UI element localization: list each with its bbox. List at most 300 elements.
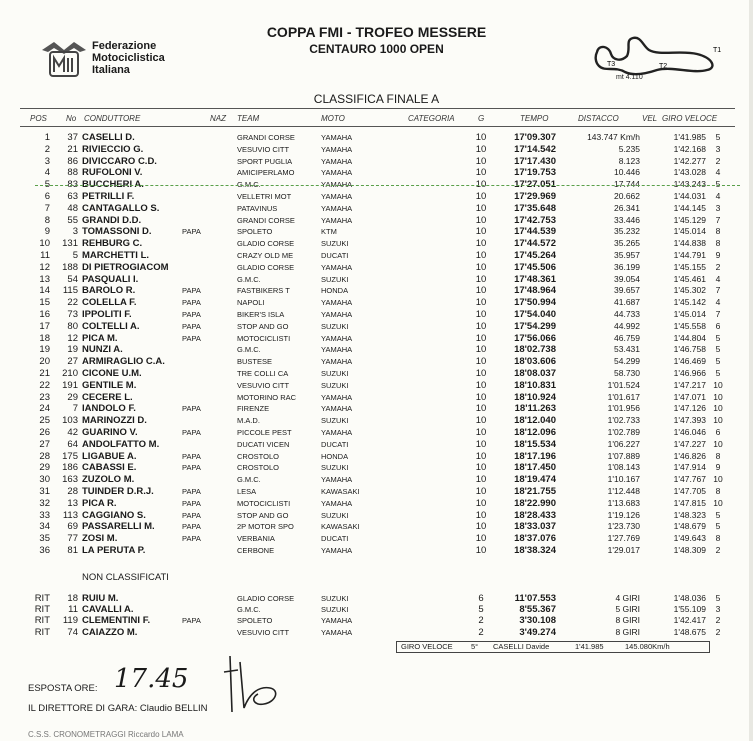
result-no: 19	[67, 344, 78, 356]
result-dist: 35.232	[614, 226, 640, 237]
result-g: 10	[475, 497, 487, 509]
result-g: 10	[475, 415, 487, 427]
result-giro: 1'47.217	[673, 379, 706, 390]
result-naz: PAPA	[182, 310, 201, 319]
result-tempo: 18'15.534	[514, 438, 556, 450]
result-no: 113	[62, 509, 78, 521]
result-name: COLTELLI A.	[82, 320, 140, 332]
result-gv: 4	[715, 191, 721, 201]
result-tempo: 18'38.324	[514, 545, 556, 556]
result-pos: 15	[39, 297, 50, 309]
result-tempo: 17'14.542	[514, 143, 556, 155]
result-tempo: 18'21.755	[514, 486, 556, 497]
col-tempo: TEMPO	[520, 114, 549, 123]
result-no: 210	[62, 368, 78, 379]
result-gv: 5	[715, 344, 721, 355]
result-team: M.A.D.	[237, 416, 260, 426]
result-giro: 1'46.046	[673, 427, 706, 437]
retired-row	[0, 604, 753, 615]
result-row	[0, 474, 753, 485]
result-naz: PAPA	[182, 498, 201, 508]
result-name: PASSARELLI M.	[82, 521, 155, 533]
non-classified-heading: NON CLASSIFICATI	[82, 572, 169, 583]
result-giro: 1'43.028	[673, 167, 706, 178]
result-tempo: 18'28.433	[514, 509, 556, 521]
result-giro: 1'46.469	[673, 356, 706, 367]
result-team: STOP AND GO	[237, 510, 289, 520]
result-pos: 17	[39, 320, 50, 332]
retired-pos: RIT	[34, 604, 50, 616]
result-giro: 1'45.461	[673, 273, 706, 284]
result-gv: 9	[715, 250, 721, 260]
result-gv: 8	[715, 238, 721, 249]
result-giro: 1'49.643	[673, 533, 706, 544]
result-moto: HONDA	[321, 451, 349, 461]
result-no: 37	[67, 132, 78, 143]
result-no: 27	[67, 356, 78, 368]
result-row	[0, 521, 753, 532]
result-no: 55	[67, 214, 78, 226]
result-pos: 8	[44, 214, 50, 226]
result-gv: 3	[715, 143, 721, 154]
result-giro: 1'44.791	[673, 250, 706, 260]
result-no: 163	[62, 474, 78, 486]
result-dist: 41.687	[614, 297, 640, 308]
result-dist: 20.662	[614, 191, 640, 201]
result-gv: 5	[715, 368, 721, 378]
result-no: 12	[67, 332, 78, 344]
result-tempo: 18'12.096	[514, 427, 556, 438]
result-team: NAPOLI	[237, 298, 265, 308]
result-tempo: 17'19.753	[514, 167, 556, 179]
result-no: 13	[67, 497, 78, 509]
result-tempo: 17'09.307	[514, 132, 556, 143]
result-name: ZUZOLO M.	[82, 474, 135, 486]
retired-giro: 1'48.675	[673, 626, 706, 637]
result-g: 10	[475, 132, 487, 143]
race-director: IL DIRETTORE DI GARA: Claudio BELLIN	[28, 703, 208, 714]
result-row	[0, 462, 753, 473]
result-no: 81	[67, 545, 78, 556]
result-g: 10	[475, 403, 487, 415]
result-g: 10	[475, 143, 487, 155]
result-gv: 10	[713, 474, 723, 485]
result-no: 175	[62, 450, 78, 462]
result-pos: 28	[39, 450, 50, 462]
result-name: CAGGIANO S.	[82, 509, 146, 521]
result-gv: 5	[715, 179, 721, 190]
result-dist: 10.446	[614, 167, 640, 178]
result-dist: 44.733	[614, 309, 640, 319]
result-giro: 1'45.014	[673, 226, 706, 237]
result-moto: YAMAHA	[321, 357, 353, 367]
result-gv: 7	[715, 285, 721, 296]
result-dist: 1'06.227	[607, 438, 640, 449]
result-dist: 1'02.789	[607, 427, 640, 437]
result-gv: 3	[715, 202, 721, 213]
result-pos: 33	[39, 509, 50, 521]
result-name: BUCCHERI A.	[82, 179, 144, 191]
result-dist: 1'10.167	[607, 474, 640, 485]
result-giro: 1'42.277	[673, 155, 706, 166]
result-g: 10	[475, 261, 487, 273]
result-name: CICONE U.M.	[82, 368, 142, 379]
result-row	[0, 427, 753, 438]
result-moto: SUZUKI	[321, 274, 349, 284]
result-row	[0, 510, 753, 521]
result-pos: 35	[39, 533, 50, 545]
result-row	[0, 203, 753, 214]
result-tempo: 18'10.924	[514, 391, 556, 403]
result-g: 10	[475, 368, 487, 379]
result-tempo: 17'45.264	[514, 250, 556, 261]
result-dist: 1'02.733	[607, 415, 640, 426]
result-moto: YAMAHA	[321, 215, 353, 225]
result-pos: 16	[39, 309, 50, 320]
result-moto: SUZUKI	[321, 416, 349, 426]
result-dist: 53.431	[614, 344, 640, 355]
result-gv: 5	[715, 521, 721, 532]
result-tempo: 17'45.506	[514, 261, 556, 273]
result-gv: 8	[715, 226, 721, 237]
result-moto: SUZUKI	[321, 321, 349, 331]
retired-g: 6	[478, 593, 484, 604]
retired-moto: SUZUKI	[321, 594, 349, 603]
result-giro: 1'47.767	[673, 474, 706, 485]
result-g: 10	[475, 521, 487, 533]
result-row	[0, 156, 753, 167]
result-pos: 24	[39, 403, 50, 415]
result-pos: 29	[39, 462, 50, 474]
result-name: CECERE L.	[82, 391, 133, 403]
result-pos: 11	[40, 250, 50, 261]
result-naz: PAPA	[182, 321, 201, 331]
result-moto: YAMAHA	[321, 546, 353, 555]
retired-g: 2	[478, 615, 484, 627]
result-g: 10	[475, 427, 487, 438]
result-g: 10	[475, 356, 487, 368]
result-g: 10	[475, 533, 487, 545]
result-team: LESA	[237, 487, 257, 496]
result-dist: 58.730	[614, 368, 640, 378]
result-dist: 1'01.524	[607, 379, 640, 390]
retired-team: SPOLETO	[237, 616, 273, 626]
result-moto: YAMAHA	[321, 333, 353, 343]
result-g: 10	[475, 462, 487, 474]
result-tempo: 18'33.037	[514, 521, 556, 533]
result-g: 10	[475, 309, 487, 320]
result-gv: 8	[715, 486, 721, 496]
result-row	[0, 262, 753, 273]
svg-text:T3: T3	[607, 61, 616, 68]
result-moto: KAWASAKI	[321, 522, 360, 532]
result-giro: 1'45.302	[673, 285, 706, 296]
result-team: GLADIO CORSE	[237, 262, 295, 272]
result-g: 10	[475, 320, 487, 332]
result-giro: 1'42.168	[673, 143, 706, 154]
result-row	[0, 321, 753, 332]
track-length: mt 4.110	[616, 74, 643, 81]
result-gv: 2	[715, 261, 721, 272]
retired-name: CAVALLI A.	[82, 604, 134, 616]
result-giro: 1'45.014	[673, 309, 706, 319]
result-row	[0, 545, 753, 556]
result-tempo: 18'12.040	[514, 415, 556, 427]
result-team: G.M.C.	[237, 475, 261, 485]
retired-pos: RIT	[34, 626, 50, 638]
result-g: 10	[475, 474, 487, 486]
result-pos: 13	[39, 273, 50, 285]
result-gv: 10	[713, 438, 723, 449]
result-name: PASQUALI I.	[82, 273, 139, 285]
col-conduttore: CONDUTTORE	[84, 114, 141, 123]
col-pos: POS	[30, 114, 47, 123]
result-dist: 46.759	[614, 332, 640, 343]
result-team: G.M.C.	[237, 180, 261, 190]
result-tempo: 18'10.831	[514, 379, 556, 391]
result-giro: 1'44.804	[673, 332, 706, 343]
result-moto: KAWASAKI	[321, 487, 360, 496]
result-moto: YAMAHA	[321, 475, 353, 485]
col-g: G	[478, 114, 485, 123]
result-row	[0, 439, 753, 450]
result-gv: 2	[715, 545, 721, 555]
col-team: TEAM	[237, 114, 260, 123]
result-moto: SUZUKI	[321, 380, 349, 390]
result-moto: YAMAHA	[321, 404, 353, 414]
result-giro: 1'46.826	[673, 450, 706, 461]
result-dist: 1'19.126	[607, 509, 640, 520]
retired-moto: YAMAHA	[321, 616, 353, 626]
fastest-lap-number: 5°	[471, 642, 479, 651]
result-g: 10	[475, 379, 487, 391]
result-team: GRANDI CORSE	[237, 133, 295, 142]
svg-text:T1: T1	[713, 47, 722, 54]
col-vel: VEL	[642, 114, 658, 123]
result-dist: 143.747 Km/h	[587, 132, 640, 142]
result-gv: 2	[715, 155, 721, 166]
fastest-lap-driver: CASELLI Davide	[493, 642, 550, 651]
result-pos: 25	[39, 415, 50, 427]
result-moto: DUCATI	[321, 439, 349, 449]
result-team: VESUVIO CITT	[237, 144, 290, 154]
result-giro: 1'45.142	[673, 297, 706, 308]
result-gv: 10	[713, 415, 723, 426]
result-pos: 31	[39, 486, 50, 497]
result-no: 131	[62, 238, 78, 250]
result-moto: YAMAHA	[321, 203, 353, 213]
result-gv: 4	[715, 167, 721, 178]
result-giro: 1'48.309	[673, 545, 706, 555]
retired-pos: RIT	[34, 593, 50, 604]
result-naz: PAPA	[182, 487, 201, 496]
retired-team: GLADIO CORSE	[237, 594, 295, 603]
result-name: MARINOZZI D.	[82, 415, 147, 427]
result-moto: SUZUKI	[321, 463, 349, 473]
result-dist: 1'13.683	[607, 497, 640, 508]
result-name: ARMIRAGLIO C.A.	[82, 356, 165, 368]
result-name: IPPOLITI F.	[82, 309, 132, 320]
result-no: 88	[67, 167, 78, 179]
col-moto: MOTO	[321, 114, 345, 123]
result-row	[0, 344, 753, 355]
result-pos: 23	[39, 391, 50, 403]
result-team: BUSTESE	[237, 357, 273, 367]
result-dist: 36.199	[614, 261, 640, 272]
retired-gv: 3	[715, 604, 721, 615]
retired-giro: 1'48.036	[673, 593, 706, 603]
result-moto: YAMAHA	[321, 156, 353, 166]
result-team: SPORT PUGLIA	[237, 156, 293, 166]
result-tempo: 17'54.299	[514, 320, 556, 332]
result-no: 29	[67, 391, 78, 403]
result-no: 80	[67, 320, 78, 332]
result-giro: 1'41.985	[673, 132, 706, 142]
retired-no: 18	[67, 593, 78, 604]
result-name: RUFOLONI V.	[82, 167, 143, 179]
result-giro: 1'47.914	[673, 462, 706, 473]
result-row	[0, 333, 753, 344]
result-g: 10	[475, 438, 487, 450]
result-no: 188	[62, 261, 78, 273]
result-dist: 1'12.448	[607, 486, 640, 496]
result-team: CROSTOLO	[237, 463, 279, 473]
result-no: 63	[67, 191, 78, 202]
result-gv: 9	[715, 462, 721, 473]
result-name: GRANDI D.D.	[82, 214, 142, 226]
retired-tempo: 3'30.108	[519, 615, 556, 627]
result-moto: KTM	[321, 227, 337, 237]
result-gv: 10	[713, 391, 723, 402]
result-tempo: 17'29.969	[514, 191, 556, 202]
retired-moto: YAMAHA	[321, 627, 353, 637]
result-dist: 1'29.017	[607, 545, 640, 555]
result-dist: 1'27.769	[607, 533, 640, 544]
result-moto: HONDA	[321, 286, 349, 296]
result-team: DUCATI VICEN	[237, 439, 290, 449]
result-naz: PAPA	[182, 227, 201, 237]
result-moto: YAMAHA	[321, 310, 353, 319]
result-g: 10	[475, 391, 487, 403]
result-g: 10	[475, 486, 487, 497]
result-moto: SUZUKI	[321, 510, 349, 520]
result-team: MOTOCICLISTI	[237, 498, 291, 508]
retired-row	[0, 593, 753, 604]
col-categoria: CATEGORIA	[408, 114, 455, 123]
result-no: 3	[72, 226, 78, 238]
result-moto: YAMAHA	[321, 180, 353, 190]
result-moto: YAMAHA	[321, 192, 353, 201]
result-dist: 26.341	[614, 202, 640, 213]
result-moto: DUCATI	[321, 251, 349, 260]
fastest-lap-box	[396, 641, 710, 653]
result-moto: YAMAHA	[321, 498, 353, 508]
result-name: PICA M.	[82, 332, 118, 344]
result-pos: 22	[39, 379, 50, 391]
result-dist: 44.992	[614, 320, 640, 331]
retired-name: CLEMENTINI F.	[82, 615, 151, 627]
result-row	[0, 403, 753, 414]
result-no: 64	[67, 438, 78, 450]
result-naz: PAPA	[182, 404, 201, 414]
result-giro: 1'45.129	[673, 214, 706, 225]
retired-team: VESUVIO CITT	[237, 627, 290, 637]
result-no: 73	[67, 309, 78, 320]
result-pos: 36	[39, 545, 50, 556]
result-team: GLADIO CORSE	[237, 239, 295, 249]
result-pos: 5	[44, 179, 50, 191]
result-row	[0, 274, 753, 285]
result-dist: 1'08.143	[607, 462, 640, 473]
retired-no: 11	[68, 604, 78, 616]
result-moto: YAMAHA	[321, 133, 353, 142]
result-row	[0, 486, 753, 497]
result-naz: PAPA	[182, 428, 201, 437]
result-tempo: 18'19.474	[514, 474, 556, 486]
result-no: 48	[67, 202, 78, 214]
result-dist: 1'01.617	[607, 391, 640, 402]
retired-name: CAIAZZO M.	[82, 626, 138, 638]
result-row	[0, 215, 753, 226]
result-gv: 8	[715, 450, 721, 461]
result-g: 10	[475, 214, 487, 226]
result-no: 22	[67, 297, 78, 309]
result-team: PICCOLE PEST	[237, 428, 292, 437]
result-row	[0, 167, 753, 178]
result-team: VELLETRI MOT	[237, 192, 292, 201]
result-name: LA PERUTA P.	[82, 545, 146, 556]
result-team: 2P MOTOR SPO	[237, 522, 294, 532]
retired-dist: 8 GIRI	[615, 626, 640, 637]
retired-moto: SUZUKI	[321, 605, 349, 615]
result-pos: 14	[39, 285, 50, 297]
result-row	[0, 191, 753, 202]
retired-gv: 2	[715, 615, 721, 626]
retired-pos: RIT	[34, 615, 50, 627]
result-no: 5	[72, 250, 78, 261]
result-dist: 17.744	[614, 179, 640, 190]
result-no: 83	[67, 179, 78, 191]
result-name: ZOSI M.	[82, 533, 118, 545]
result-tempo: 18'17.450	[514, 462, 556, 474]
result-name: GUARINO V.	[82, 427, 138, 438]
retired-giro: 1'55.109	[673, 604, 706, 615]
result-giro: 1'45.155	[673, 261, 706, 272]
result-naz: PAPA	[182, 333, 201, 343]
result-name: CANTAGALLO S.	[82, 202, 160, 214]
result-dist: 8.123	[618, 155, 640, 166]
result-name: TUINDER D.R.J.	[82, 486, 154, 497]
result-tempo: 17'54.040	[514, 309, 556, 320]
result-pos: 7	[44, 202, 50, 214]
fastest-lap-time: 1'41.985	[575, 642, 604, 651]
result-moto: YAMAHA	[321, 345, 353, 355]
result-tempo: 18'17.196	[514, 450, 556, 462]
result-tempo: 17'56.066	[514, 332, 556, 344]
result-pos: 1	[44, 132, 50, 143]
result-row	[0, 226, 753, 237]
result-pos: 6	[44, 191, 50, 202]
result-team: AMICIPERLAMO	[237, 168, 295, 178]
result-gv: 10	[713, 497, 723, 508]
result-name: DIVICCARO C.D.	[82, 155, 157, 167]
result-g: 10	[475, 450, 487, 462]
result-giro: 1'47.071	[673, 391, 706, 402]
result-naz: PAPA	[182, 463, 201, 473]
result-g: 10	[475, 191, 487, 202]
retired-tempo: 3'49.274	[519, 626, 556, 638]
result-giro: 1'44.031	[673, 191, 706, 201]
